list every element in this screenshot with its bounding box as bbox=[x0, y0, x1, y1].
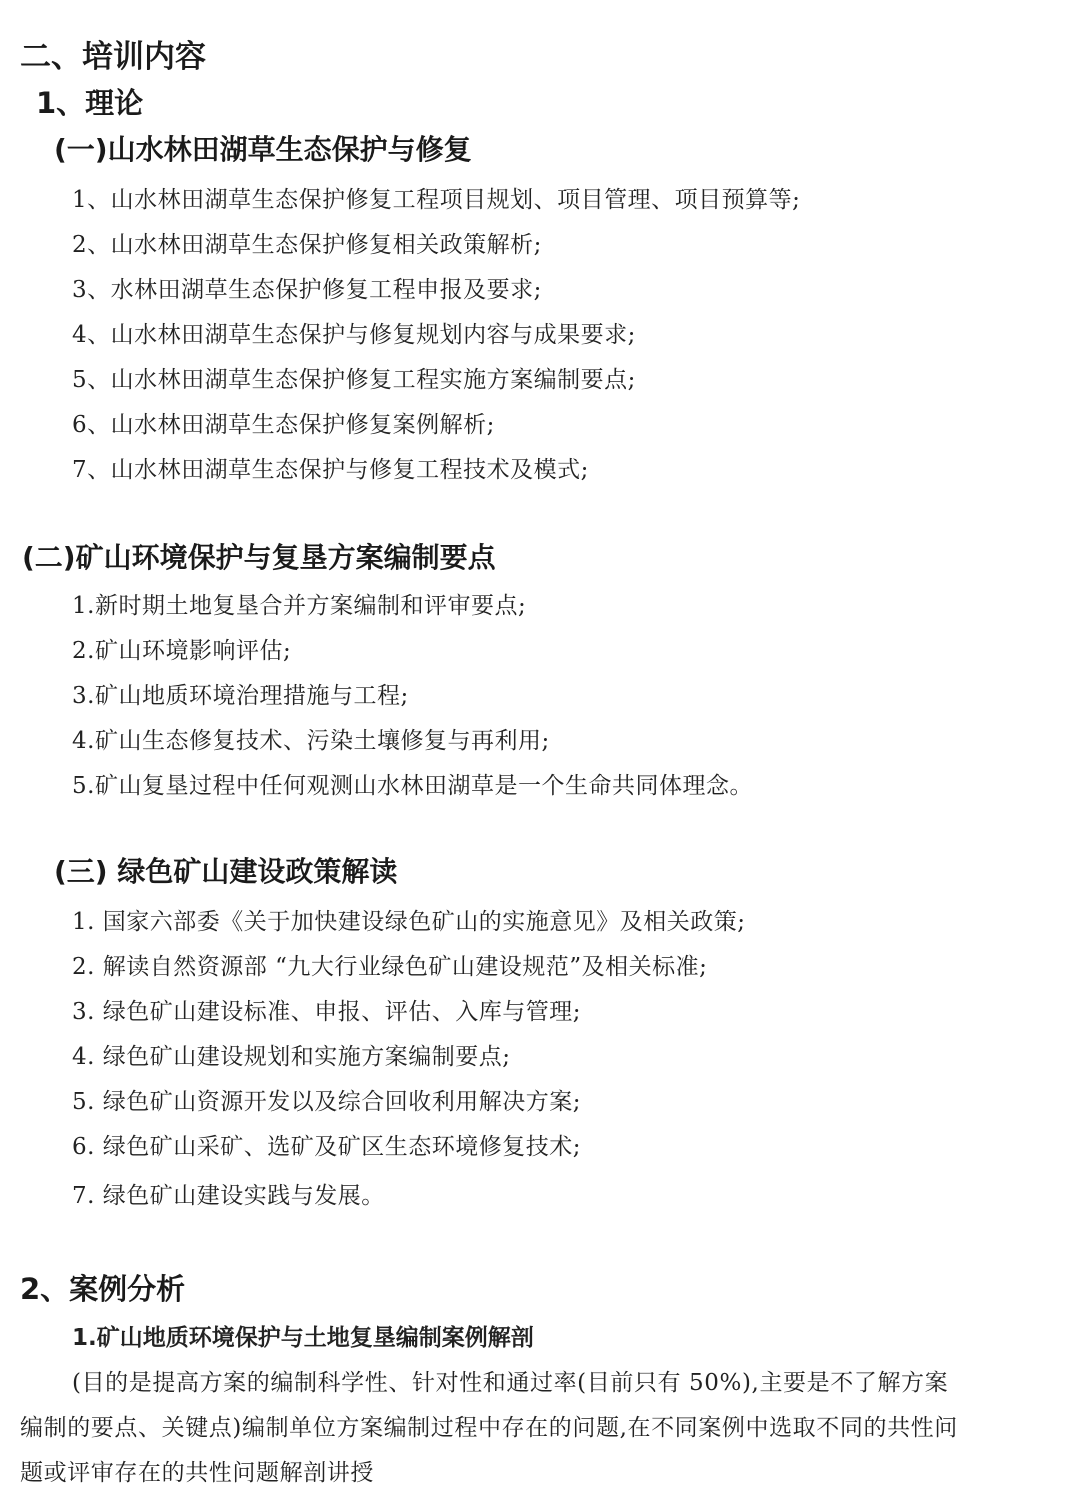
list-item: 6、山水林田湖草生态保护修复案例解析; bbox=[72, 412, 495, 438]
case-subtitle: 1.矿山地质环境保护与土地复垦编制案例解剖 bbox=[72, 1325, 534, 1351]
list-item: 3. 绿色矿山建设标准、申报、评估、入库与管理; bbox=[72, 999, 582, 1025]
list-item: 7、山水林田湖草生态保护与修复工程技术及模式; bbox=[72, 457, 589, 483]
list-item: 4.矿山生态修复技术、污染土壤修复与再利用; bbox=[72, 728, 550, 754]
list-item: 4、山水林田湖草生态保护与修复规划内容与成果要求; bbox=[72, 322, 636, 348]
list-item: 3、水林田湖草生态保护修复工程申报及要求; bbox=[72, 277, 542, 303]
part1-title: 1、理论 bbox=[36, 86, 144, 120]
list-item: 5、山水林田湖草生态保护修复工程实施方案编制要点; bbox=[72, 367, 636, 393]
paragraph-line: (目的是提高方案的编制科学性、针对性和通过率(目前只有 50%),主要是不了解方案 bbox=[72, 1370, 949, 1396]
group1-title: (一)山水林田湖草生态保护与修复 bbox=[54, 133, 472, 166]
list-item: 5.矿山复垦过程中任何观测山水林田湖草是一个生命共同体理念。 bbox=[72, 773, 753, 799]
list-item: 7. 绿色矿山建设实践与发展。 bbox=[72, 1183, 385, 1209]
list-item: 1、山水林田湖草生态保护修复工程项目规划、项目管理、项目预算等; bbox=[72, 187, 801, 213]
list-item: 1.新时期土地复垦合并方案编制和评审要点; bbox=[72, 593, 527, 619]
list-item: 2.矿山环境影响评估; bbox=[72, 638, 292, 664]
list-item: 2、山水林田湖草生态保护修复相关政策解析; bbox=[72, 232, 542, 258]
list-item: 1. 国家六部委《关于加快建设绿色矿山的实施意见》及相关政策; bbox=[72, 909, 746, 935]
list-item: 4. 绿色矿山建设规划和实施方案编制要点; bbox=[72, 1044, 511, 1070]
paragraph-line: 题或评审存在的共性问题解剖讲授 bbox=[20, 1460, 374, 1486]
list-item: 3.矿山地质环境治理措施与工程; bbox=[72, 683, 409, 709]
list-item: 5. 绿色矿山资源开发以及综合回收利用解决方案; bbox=[72, 1089, 582, 1115]
group2-title: (二)矿山环境保护与复垦方案编制要点 bbox=[22, 541, 496, 574]
part2-title: 2、案例分析 bbox=[20, 1272, 186, 1306]
list-item: 6. 绿色矿山采矿、选矿及矿区生态环境修复技术; bbox=[72, 1134, 582, 1160]
paragraph-line: 编制的要点、关键点)编制单位方案编制过程中存在的问题,在不同案例中选取不同的共性问 bbox=[20, 1415, 958, 1441]
list-item: 2. 解读自然资源部 “九大行业绿色矿山建设规范”及相关标准; bbox=[72, 954, 708, 980]
section-title: 二、培训内容 bbox=[20, 39, 206, 75]
group3-title: (三) 绿色矿山建设政策解读 bbox=[54, 855, 398, 888]
